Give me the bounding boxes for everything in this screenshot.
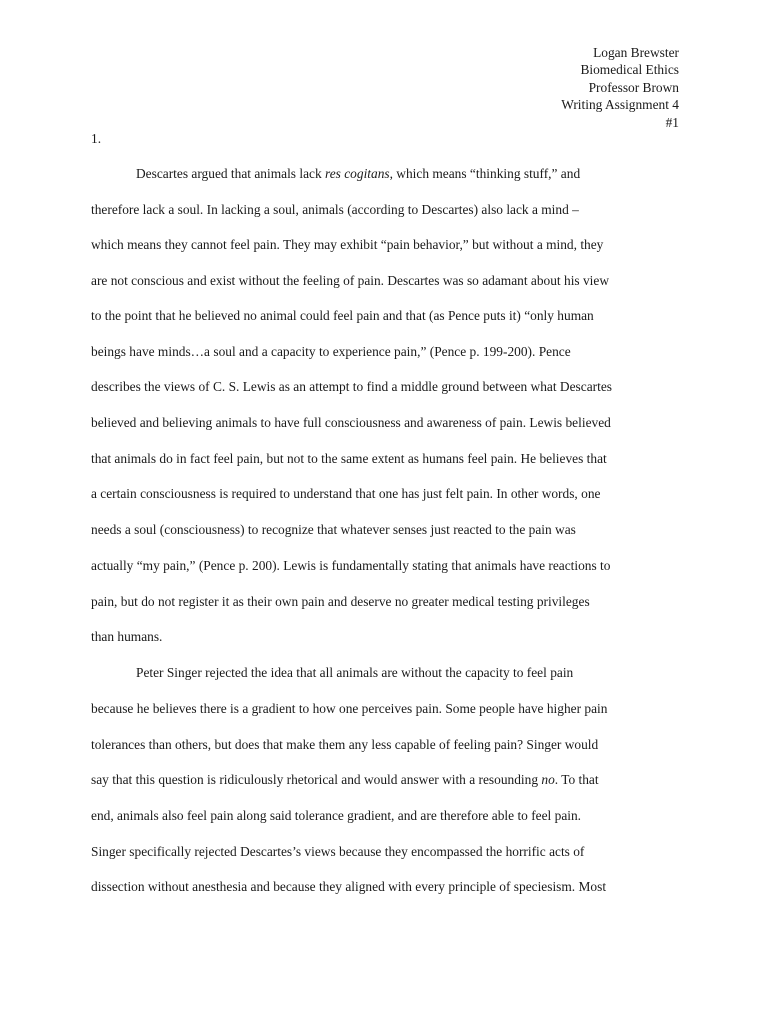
p1-line: beings have minds…a soul and a capacity to experience pain,” (Pence p. 199-200). Pence bbox=[91, 344, 571, 359]
latin-term: res cogitans bbox=[325, 166, 390, 181]
assignment-number: #1 bbox=[665, 114, 679, 130]
p1-line: actually “my pain,” (Pence p. 200). Lewis is fundamentally stating that animals have reactions to bbox=[91, 558, 611, 573]
p2-line: tolerances than others, but does that make them any less capable of feeling pain? Singer would bbox=[91, 737, 599, 752]
p1-line: describes the views of C. S. Lewis as an attempt to find a middle ground between what Descartes bbox=[91, 379, 612, 394]
course-name: Biomedical Ethics bbox=[580, 62, 679, 78]
p2-line: because he believes there is a gradient to how one perceives pain. Some people have higher pain bbox=[91, 701, 608, 716]
p1-line: are not conscious and exist without the feeling of pain. Descartes was so adamant about his view bbox=[91, 273, 610, 288]
p1-line: than humans. bbox=[91, 629, 163, 644]
p1-line: needs a soul (consciousness) to recognize that whatever senses just reacted to the pain was bbox=[91, 522, 576, 537]
question-number: 1. bbox=[91, 131, 102, 146]
p1-line: that animals do in fact feel pain, but not to the same extent as humans feel pain. He believes that bbox=[91, 451, 607, 466]
p1-line: believed and believing animals to have full consciousness and awareness of pain. Lewis believed bbox=[91, 415, 611, 430]
p2-line: Singer specifically rejected Descartes’s views because they encompassed the horrific acts of bbox=[91, 844, 585, 859]
professor-name: Professor Brown bbox=[588, 79, 679, 95]
p1-line: a certain consciousness is required to understand that one has just felt pain. In other words, one bbox=[91, 486, 601, 501]
p1-line: which means they cannot feel pain. They may exhibit “pain behavior,” but without a mind, they bbox=[91, 237, 604, 252]
author-name: Logan Brewster bbox=[593, 45, 679, 60]
document-header bbox=[561, 44, 679, 131]
emphasis-word: no bbox=[541, 772, 555, 787]
p1-line: therefore lack a soul. In lacking a soul, animals (according to Descartes) also lack a mind – bbox=[91, 202, 579, 217]
p1-line: to the point that he believed no animal could feel pain and that (as Pence puts it) “only human bbox=[91, 308, 594, 323]
p1-line: Descartes argued that animals lack res cogitans, which means “thinking stuff,” and bbox=[136, 166, 581, 181]
assignment-title: Writing Assignment 4 bbox=[561, 97, 679, 113]
p2-line: Peter Singer rejected the idea that all animals are without the capacity to feel pain bbox=[136, 665, 574, 680]
p1-line: pain, but do not register it as their own pain and deserve no greater medical testing privileges bbox=[91, 594, 590, 609]
p2-line: dissection without anesthesia and because they aligned with every principle of speciesism. Most bbox=[91, 879, 607, 894]
p2-line: say that this question is ridiculously rhetorical and would answer with a resounding no. To that bbox=[91, 772, 599, 787]
p2-line: end, animals also feel pain along said tolerance gradient, and are therefore able to feel pain. bbox=[91, 808, 582, 823]
